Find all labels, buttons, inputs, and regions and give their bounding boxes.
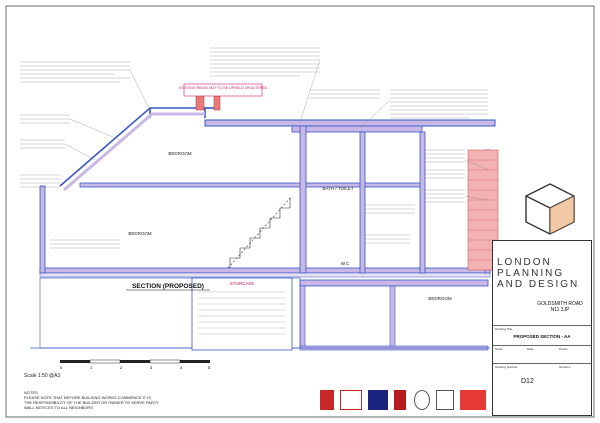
accreditation-logo [320, 390, 334, 410]
notes-line: WALL NOTICES TO ALL NEIGHBORS [24, 405, 93, 410]
room-label-bedroom-upper: BEDROOM [168, 151, 192, 156]
room-label-bath: BATH / TOILET [322, 186, 354, 191]
revision-label: Revision [559, 365, 571, 369]
notes-line: THE RESPONSIBILITY OF THE BUILDER OR OWNER TO SERVE PARTY [24, 400, 159, 405]
annotation-text-blocks [20, 48, 488, 248]
extension-wall-left [300, 286, 305, 348]
firm-logo-icon [520, 180, 580, 238]
ridge-callout-text: EXISTING RIDGE NOT TO BE UPHELD OR ALTERED [178, 86, 268, 90]
extension-roof [300, 280, 488, 286]
section-title: SECTION (PROPOSED) [132, 283, 204, 290]
drawing-title: PROPOSED SECTION - AA [513, 334, 571, 339]
notes-line: PLEASE NOTE THAT BEFORE BUILDING WORKS COMMENCE IT IS [24, 395, 152, 400]
chimney-stack-small [214, 96, 220, 110]
accreditation-logos [320, 390, 490, 412]
foundation [40, 273, 490, 277]
staircase-title: STAIRCASE [229, 281, 255, 286]
scale-tick-3: 3 [150, 365, 153, 370]
scale-field-label: Scale [495, 347, 503, 351]
accreditation-logo [368, 390, 388, 410]
first-floor-slab [80, 183, 420, 187]
drawn-field-label: Drawn [559, 347, 568, 351]
scale-label: Scale 1:50 @A3 [24, 373, 61, 379]
accreditation-logo [414, 390, 430, 410]
meta-row [493, 345, 591, 363]
notes-block [24, 390, 159, 410]
firm-name [497, 257, 579, 290]
drawing-number-label: Drawing Number [495, 365, 518, 369]
room-label-bedroom-lower: BEDROOM [128, 231, 152, 236]
firm-name-line: LONDON [497, 257, 552, 268]
scale-tick-1: 1 [90, 365, 93, 370]
extension-wall-mid [390, 286, 395, 348]
scale-bar [60, 356, 240, 370]
flat-roof-lower [292, 126, 422, 132]
title-block [492, 240, 592, 416]
drawing-number: D12 [521, 378, 534, 385]
accreditation-logo [436, 390, 454, 410]
room-label-bedroom-right: BEDROOM [428, 296, 452, 301]
project-address: GOLDSMITH ROAD N11 3JP [537, 301, 583, 313]
date-field-label: Date [527, 347, 534, 351]
drawing-number-cell [493, 363, 591, 393]
scale-tick-2: 2 [120, 365, 123, 370]
walls [40, 126, 490, 273]
flat-roof [205, 120, 495, 126]
drawing-title-cell [493, 325, 591, 345]
accreditation-logo [340, 390, 362, 410]
notes-heading: NOTES [24, 390, 38, 395]
accreditation-logo [460, 390, 486, 410]
firm-name-line: PLANNING [497, 268, 565, 279]
room-label-wc: W.C [340, 261, 350, 266]
scale-tick-5: 5 [208, 365, 211, 370]
accreditation-logo [394, 390, 406, 410]
drawing-title-label: Drawing Title [495, 327, 513, 331]
staircase-notes-box [192, 278, 292, 350]
staircase [228, 196, 292, 268]
firm-name-line: AND DESIGN [497, 279, 580, 290]
scale-tick-4: 4 [180, 365, 183, 370]
scale-tick-0: 0 [60, 365, 63, 370]
